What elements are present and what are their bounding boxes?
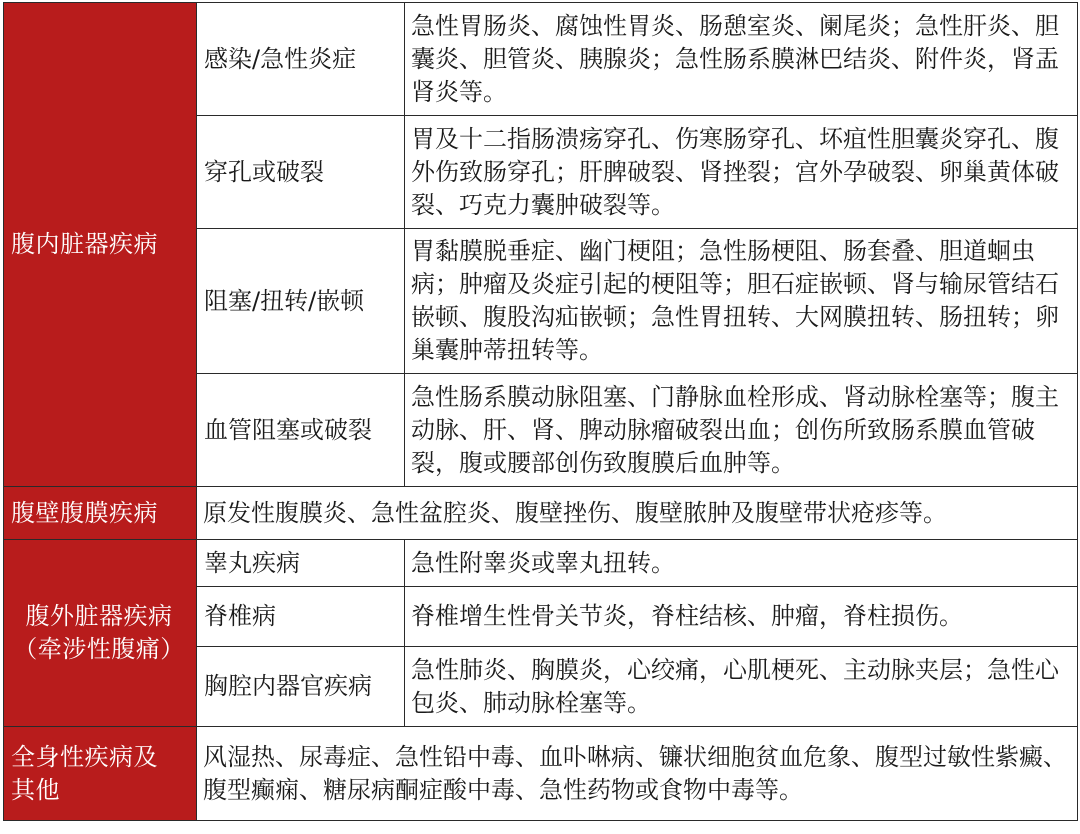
category-cell-internal-organs [4,3,197,487]
table-row [4,3,1078,116]
category-sublabel: （牵涉性腹痛） [13,635,185,663]
subcategory-cell: 血管阻塞或破裂 [197,374,405,487]
description-cell: 急性肺炎、胸膜炎，心绞痛，心肌梗死、主动脉夹层；急性心包炎、肺动脉栓塞等。 [405,647,1078,727]
description-cell: 脊椎增生性骨关节炎，脊柱结核、肿瘤，脊柱损伤。 [405,587,1078,647]
description-cell: 胃黏膜脱垂症、幽门梗阻；急性肠梗阻、肠套叠、胆道蛔虫病；肿瘤及炎症引起的梗阻等；胆石症嵌顿、肾与输尿管结石嵌顿、腹股沟疝嵌顿；急性胃扭转、大网膜扭转、肠扭转；卵巢囊肿蒂扭转等。 [405,229,1078,374]
subcategory-cell: 睾丸疾病 [197,540,405,587]
description-cell: 风湿热、尿毒症、急性铅中毒、血卟啉病、镰状细胞贫血危象、腹型过敏性紫癜、腹型癫痫、糖尿病酮症酸中毒、急性药物或食物中毒等。 [197,727,1078,821]
abdominal-pain-causes-table [3,2,1078,821]
category-cell-systemic [4,727,197,821]
category-label-continued: 其他 [11,775,60,804]
category-label: 全身性疾病及 [11,742,158,771]
category-cell-abdominal-wall [4,487,197,540]
category-label: 腹壁腹膜疾病 [11,498,158,527]
subcategory-cell: 胸腔内器官疾病 [197,647,405,727]
description-cell: 急性附睾炎或睾丸扭转。 [405,540,1078,587]
subcategory-cell: 脊椎病 [197,587,405,647]
category-label: 腹外脏器疾病 [25,602,173,630]
description-cell: 胃及十二指肠溃疡穿孔、伤寒肠穿孔、坏疽性胆囊炎穿孔、腹外伤致肠穿孔；肝脾破裂、肾挫裂；宫外孕破裂、卵巢黄体破裂、巧克力囊肿破裂等。 [405,116,1078,229]
table-row [4,487,1078,540]
subcategory-cell: 穿孔或破裂 [197,116,405,229]
table-row [4,727,1078,821]
category-cell-external-organs [4,540,197,727]
description-cell: 急性肠系膜动脉阻塞、门静脉血栓形成、肾动脉栓塞等；腹主动脉、肝、肾、脾动脉瘤破裂出血；创伤所致肠系膜血管破裂，腹或腰部创伤致腹膜后血肿等。 [405,374,1078,487]
table-row [4,540,1078,587]
category-label: 腹内脏器疾病 [11,230,158,258]
subcategory-cell: 阻塞/扭转/嵌顿 [197,229,405,374]
description-cell: 原发性腹膜炎、急性盆腔炎、腹壁挫伤、腹壁脓肿及腹壁带状疮疹等。 [197,487,1078,540]
description-cell: 急性胃肠炎、腐蚀性胃炎、肠憩室炎、阑尾炎；急性肝炎、胆囊炎、胆管炎、胰腺炎；急性肠系膜淋巴结炎、附件炎，肾盂肾炎等。 [405,3,1078,116]
subcategory-cell: 感染/急性炎症 [197,3,405,116]
